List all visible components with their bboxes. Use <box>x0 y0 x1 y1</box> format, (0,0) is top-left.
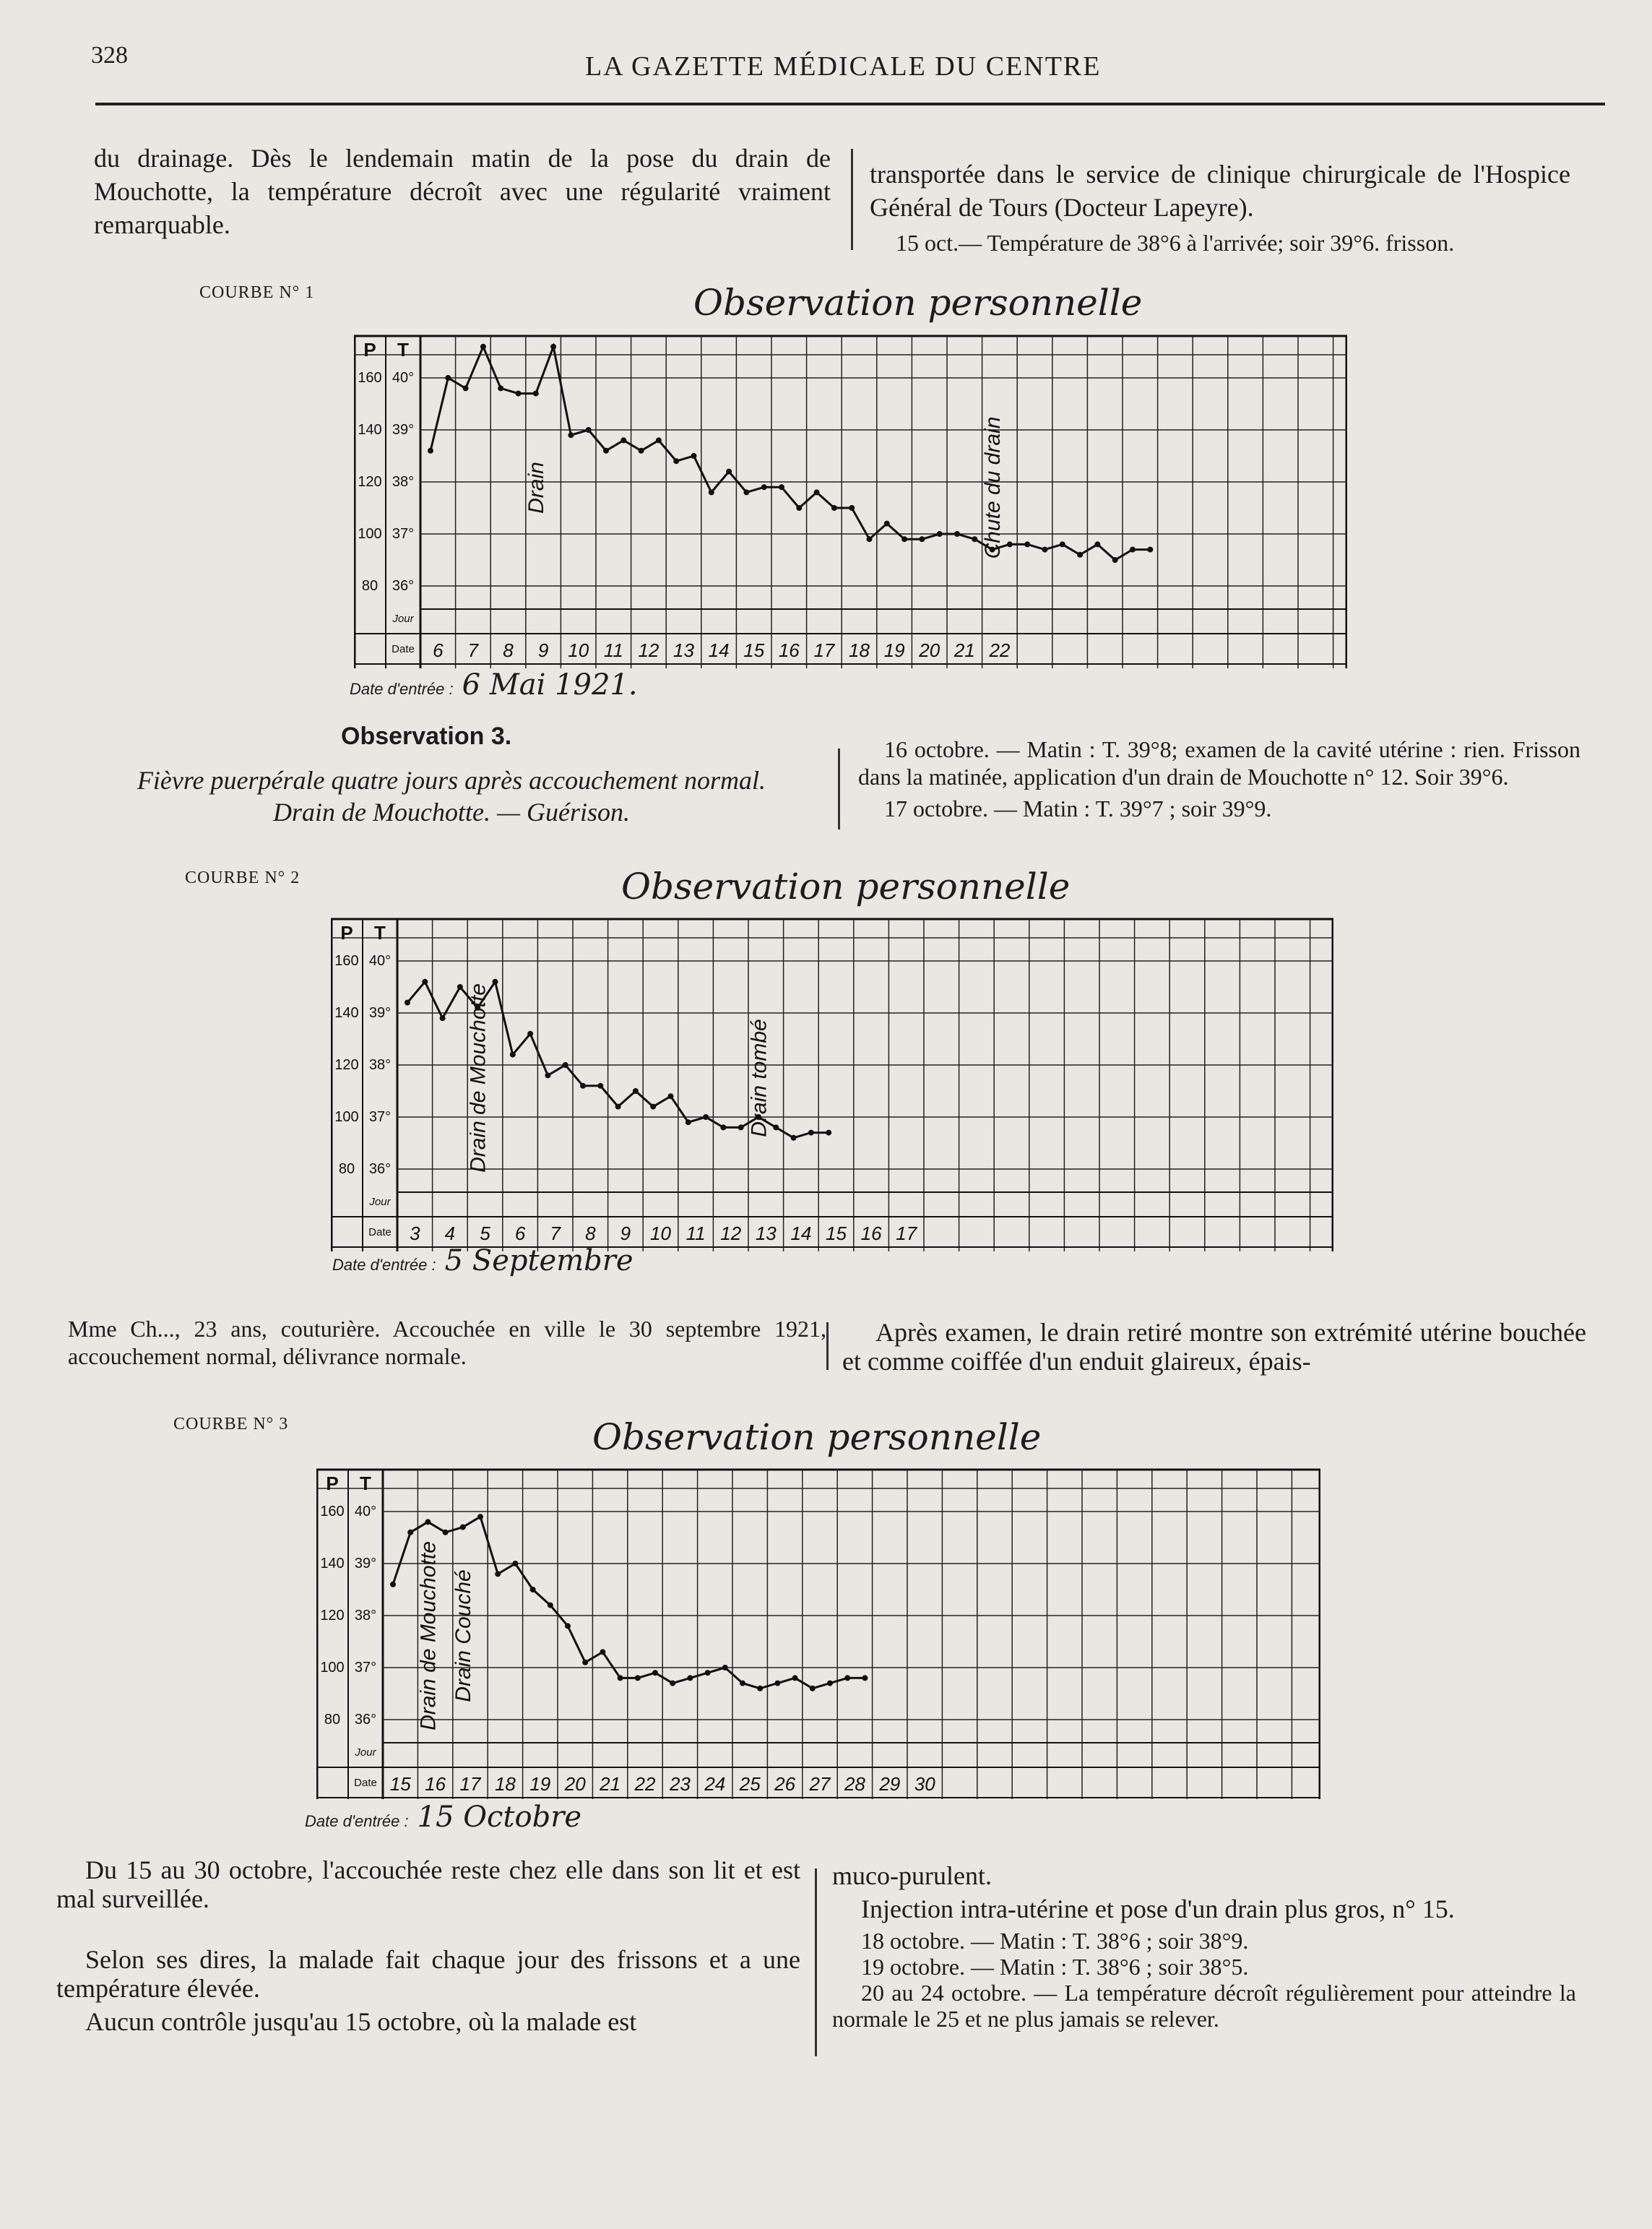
chart-data-point <box>831 505 837 511</box>
chart-t-tick-label: 37° <box>354 1660 377 1676</box>
chart-data-point <box>687 1675 693 1681</box>
chart-date-label: 8 <box>503 639 514 661</box>
chart-p-tick-label: 160 <box>358 370 382 386</box>
chart-date-label: 11 <box>603 639 623 661</box>
chart-date-label: 20 <box>564 1773 586 1795</box>
chart-date-label: 23 <box>669 1773 691 1795</box>
chart-date-label: 15 <box>389 1773 411 1795</box>
chart-date-label: 16 <box>425 1773 446 1795</box>
intro-right-paragraph: transportée dans le service de clinique chirurgicale de l'Hospice Général de Tours (Docteur Lapeyre). <box>870 160 1570 222</box>
observation-subtitle <box>72 764 831 828</box>
bottom-right-text <box>832 1861 1576 2036</box>
chart-date-label: 8 <box>585 1223 596 1244</box>
chart-data-point <box>620 437 626 443</box>
middle-left-text: Mme Ch..., 23 ans, couturière. Accouchée en ville le 30 septembre 1921, accouchement normal, délivrance normale. <box>68 1316 826 1369</box>
chart-date-label: 14 <box>790 1223 812 1244</box>
observation-subtitle-line2: Drain de Mouchotte. — Guérison. <box>273 798 630 827</box>
bottom-right-entry-18: 18 octobre. — Matin : T. 38°6 ; soir 38°9. <box>861 1928 1249 1954</box>
chart-data-point <box>633 1088 639 1094</box>
chart-data-point <box>779 484 784 490</box>
chart-data-point <box>849 505 855 511</box>
chart-data-point <box>1060 541 1065 547</box>
chart-data-point <box>722 1665 728 1670</box>
chart-p-tick-label: 120 <box>320 1608 345 1624</box>
chart-data-point <box>405 1000 410 1006</box>
chart-date-label: 20 <box>919 639 940 661</box>
chart-data-point <box>796 505 802 511</box>
chart-t-tick-label: 40° <box>368 953 392 969</box>
chart-data-point <box>425 1519 431 1525</box>
chart-data-point <box>703 1114 709 1120</box>
chart-data-point <box>615 1104 621 1110</box>
chart-date-label: 19 <box>883 639 905 661</box>
chart-date-label: 13 <box>673 639 694 661</box>
chart-p-tick-label: 140 <box>358 422 382 438</box>
chart-date-label: 9 <box>620 1223 631 1244</box>
bottom-right-para2: Injection intra-utérine et pose d'un drain plus gros, n° 15. <box>861 1894 1455 1923</box>
column-separator <box>815 1868 817 2056</box>
chart-date-label: 9 <box>537 639 549 661</box>
chart-data-point <box>650 1104 656 1110</box>
chart-data-point <box>673 458 679 464</box>
chart2-label: COURBE N° 2 <box>185 868 300 887</box>
chart-data-point <box>740 1681 745 1686</box>
observation-right-text <box>858 736 1580 827</box>
observation-entry-16: 16 octobre. — Matin : T. 39°8; examen de la cavité utérine : rien. Frisson dans la matinée, application d'un drain de Mouchotte n° 12. Soir 39°6. <box>858 736 1580 790</box>
chart-data-point <box>826 1130 831 1136</box>
chart-data-point <box>443 1530 449 1535</box>
chart-p-tick-label: 80 <box>361 578 379 594</box>
chart-data-point <box>827 1681 833 1686</box>
chart-data-point <box>919 536 925 542</box>
chart-data-point <box>792 1675 798 1681</box>
chart-data-point <box>530 1587 536 1592</box>
header-rule <box>95 103 1605 105</box>
chart-data-point <box>582 1660 588 1665</box>
chart-series-line <box>431 347 1150 560</box>
chart-data-point <box>548 1603 553 1608</box>
chart-data-point <box>709 489 714 495</box>
chart-data-point <box>652 1670 658 1676</box>
chart-p-tick-label: 100 <box>320 1660 345 1676</box>
chart-data-point <box>774 1681 780 1686</box>
chart-t-tick-label: 37° <box>392 526 415 542</box>
chart-data-point <box>686 1119 691 1125</box>
chart-data-point <box>773 1124 779 1130</box>
bottom-right-entry-19: 19 octobre. — Matin : T. 38°6 ; soir 38°5. <box>861 1954 1249 1980</box>
chart-row-label: Jour <box>355 1746 376 1759</box>
chart-t-tick-label: 38° <box>354 1608 377 1624</box>
chart-date-label: 30 <box>914 1773 935 1795</box>
chart-frame <box>355 336 1346 668</box>
chart-data-point <box>597 1083 603 1089</box>
chart-t-tick-label: 38° <box>392 474 415 490</box>
chart-t-axis-label: T <box>360 1473 371 1494</box>
chart-date-label: 10 <box>650 1223 671 1244</box>
chart-t-tick-label: 39° <box>392 422 415 438</box>
chart-row-label: Date <box>368 1226 392 1238</box>
chart-date-label: 11 <box>686 1223 706 1244</box>
observation-subtitle-line1: Fièvre puerpérale quatre jours après accouchement normal. <box>137 766 766 795</box>
chart3-label: COURBE N° 3 <box>173 1415 289 1433</box>
chart-data-point <box>656 437 662 443</box>
chart-data-point <box>814 489 820 495</box>
chart2-temperature-curve <box>331 912 1333 1251</box>
entry-date-value: 15 Octobre <box>417 1801 581 1834</box>
chart-p-axis-label: P <box>326 1473 339 1494</box>
chart-p-tick-label: 160 <box>334 953 359 969</box>
chart-t-axis-label: T <box>397 339 409 361</box>
chart-t-tick-label: 38° <box>368 1057 392 1073</box>
chart-date-label: 28 <box>844 1773 865 1795</box>
bottom-right-entry-20-24: 20 au 24 octobre. — La température décroît régulièrement pour atteindre la normale le 25 et ne plus jamais se relever. <box>832 1980 1576 2032</box>
chart-row-label: Date <box>392 643 415 655</box>
entry-date-label: Date d'entrée : <box>332 1256 436 1274</box>
chart-date-label: 17 <box>813 639 835 661</box>
chart-row-label: Jour <box>392 613 414 625</box>
chart-data-point <box>545 1072 550 1078</box>
chart-data-point <box>512 1561 518 1566</box>
chart-data-point <box>600 1649 605 1655</box>
chart-date-label: 5 <box>480 1223 490 1244</box>
chart-data-point <box>668 1093 674 1099</box>
chart-annotation: Drain de Mouchotte <box>416 1541 441 1730</box>
chart-date-label: 22 <box>989 639 1011 661</box>
chart-data-point <box>480 344 486 350</box>
chart-data-point <box>867 536 873 542</box>
chart-data-point <box>493 979 498 985</box>
chart-data-point <box>937 531 943 537</box>
chart-p-tick-label: 120 <box>334 1057 359 1073</box>
chart1-entry-date <box>350 668 638 702</box>
observation-entry-17: 17 octobre. — Matin : T. 39°7 ; soir 39°9. <box>884 796 1272 822</box>
chart-data-point <box>565 1623 571 1629</box>
chart-data-point <box>603 448 609 454</box>
chart-annotation: Chute du drain <box>980 416 1005 559</box>
chart3-title: Observation personnelle <box>592 1416 1042 1458</box>
chart-data-point <box>550 344 556 350</box>
chart-date-label: 17 <box>896 1223 917 1244</box>
chart-date-label: 24 <box>704 1773 726 1795</box>
chart-date-label: 18 <box>494 1773 516 1795</box>
bottom-right-para1: muco-purulent. <box>832 1861 992 1890</box>
chart-data-point <box>1077 552 1083 558</box>
chart-data-point <box>844 1675 850 1681</box>
chart-data-point <box>761 484 767 490</box>
chart-date-label: 4 <box>444 1223 456 1244</box>
chart-data-point <box>527 1031 533 1037</box>
chart-date-label: 29 <box>879 1773 901 1795</box>
bottom-left-para1: Du 15 au 30 octobre, l'accouchée reste chez elle dans son lit et est mal surveillée. <box>56 1855 800 1913</box>
chart-t-tick-label: 36° <box>354 1712 377 1728</box>
chart-data-point <box>954 531 960 537</box>
chart-data-point <box>533 391 539 397</box>
chart-p-axis-label: P <box>363 339 376 361</box>
chart-data-point <box>460 1525 466 1530</box>
chart-date-label: 16 <box>778 639 800 661</box>
chart-data-point <box>639 448 644 454</box>
chart-date-label: 10 <box>568 639 589 661</box>
chart-data-point <box>390 1582 396 1587</box>
chart-data-point <box>477 1514 483 1519</box>
chart-date-label: 21 <box>600 1773 621 1795</box>
chart-data-point <box>1147 547 1153 553</box>
chart-date-label: 12 <box>638 639 659 661</box>
chart-data-point <box>516 391 522 397</box>
chart-date-label: 14 <box>708 639 730 661</box>
chart-data-point <box>757 1686 763 1691</box>
chart-data-point <box>457 984 463 990</box>
chart-t-tick-label: 36° <box>392 578 415 594</box>
intro-right-note: 15 oct.— Température de 38°6 à l'arrivée; soir 39°6. frisson. <box>896 230 1455 256</box>
chart-p-tick-label: 120 <box>358 474 382 490</box>
chart-data-point <box>445 375 451 381</box>
chart-date-label: 13 <box>755 1223 777 1244</box>
chart-p-tick-label: 80 <box>324 1712 341 1728</box>
chart-data-point <box>1130 547 1136 553</box>
chart-annotation: Drain <box>524 462 549 514</box>
chart-p-tick-label: 100 <box>334 1109 359 1125</box>
column-separator <box>826 1322 829 1370</box>
chart-t-axis-label: T <box>374 922 386 944</box>
chart-p-axis-label: P <box>340 922 353 944</box>
chart-data-point <box>563 1062 568 1068</box>
chart-p-tick-label: 100 <box>358 526 382 542</box>
chart-p-tick-label: 80 <box>338 1161 355 1177</box>
chart-data-point <box>808 1130 814 1136</box>
chart-data-point <box>862 1675 868 1681</box>
chart-t-tick-label: 40° <box>392 370 415 386</box>
chart-row-label: Jour <box>369 1196 391 1208</box>
entry-date-value: 6 Mai 1921. <box>462 668 638 702</box>
chart-data-point <box>791 1135 797 1141</box>
chart-date-label: 6 <box>433 639 444 661</box>
chart-data-point <box>568 432 574 438</box>
chart-data-point <box>1112 557 1118 563</box>
chart-t-tick-label: 37° <box>368 1109 392 1125</box>
chart-data-point <box>810 1686 816 1691</box>
chart-data-point <box>495 1571 501 1577</box>
chart-data-point <box>586 427 592 433</box>
chart-date-label: 18 <box>849 639 870 661</box>
chart1-title: Observation personnelle <box>693 282 1143 324</box>
chart-date-label: 6 <box>514 1223 526 1244</box>
chart2-entry-date <box>332 1244 633 1277</box>
chart-data-point <box>580 1083 586 1089</box>
chart-date-label: 16 <box>860 1223 882 1244</box>
chart-data-point <box>1094 541 1100 547</box>
chart-date-label: 25 <box>739 1773 761 1795</box>
chart-date-label: 12 <box>720 1223 742 1244</box>
chart-p-tick-label: 140 <box>334 1005 359 1021</box>
chart-date-label: 7 <box>467 639 479 661</box>
chart-annotation: Drain de Mouchotte <box>466 983 490 1173</box>
chart-data-point <box>705 1670 711 1676</box>
chart-data-point <box>691 453 697 459</box>
journal-title: LA GAZETTE MÉDICALE DU CENTRE <box>585 51 1102 82</box>
chart-date-label: 26 <box>774 1773 796 1795</box>
chart-data-point <box>463 385 469 391</box>
chart-annotation: Drain tombé <box>747 1019 771 1137</box>
chart-date-label: 3 <box>410 1223 420 1244</box>
bottom-left-para2: Selon ses dires, la malade fait chaque jour des frissons et a une température élevée. <box>56 1945 800 2003</box>
chart1-label: COURBE N° 1 <box>199 283 315 302</box>
chart-p-tick-label: 140 <box>320 1556 345 1571</box>
chart-data-point <box>498 385 503 391</box>
chart-data-point <box>743 489 749 495</box>
chart-t-tick-label: 40° <box>354 1504 377 1519</box>
chart-data-point <box>1007 541 1013 547</box>
chart-data-point <box>422 979 428 985</box>
chart-p-tick-label: 160 <box>320 1504 345 1519</box>
intro-left-text: du drainage. Dès le lendemain matin de la pose du drain de Mouchotte, la température décroît avec une régularité vraiment remarquable. <box>94 144 831 239</box>
chart-date-label: 7 <box>550 1223 561 1244</box>
chart-date-label: 15 <box>826 1223 847 1244</box>
bottom-left-text <box>56 1855 800 2040</box>
chart-t-tick-label: 39° <box>354 1556 377 1571</box>
chart-data-point <box>428 448 433 454</box>
chart-data-point <box>510 1052 516 1058</box>
chart-data-point <box>726 469 732 475</box>
chart-data-point <box>635 1675 641 1681</box>
column-separator <box>851 149 853 250</box>
chart3-temperature-curve <box>316 1462 1320 1799</box>
chart-data-point <box>670 1681 675 1686</box>
entry-date-label: Date d'entrée : <box>305 1812 409 1830</box>
entry-date-value: 5 Septembre <box>444 1244 633 1277</box>
chart-date-label: 19 <box>529 1773 551 1795</box>
chart-date-label: 15 <box>743 639 765 661</box>
chart1-temperature-curve <box>354 329 1347 668</box>
chart-annotation: Drain Couché <box>451 1569 475 1702</box>
chart2-title: Observation personnelle <box>621 866 1071 907</box>
chart-data-point <box>972 536 977 542</box>
chart-data-point <box>407 1530 413 1535</box>
chart-data-point <box>901 536 907 542</box>
chart-data-point <box>1042 547 1048 553</box>
chart-data-point <box>720 1124 726 1130</box>
intro-right-text <box>870 158 1570 262</box>
chart-row-label: Date <box>354 1777 377 1789</box>
chart-date-label: 17 <box>459 1773 481 1795</box>
chart-data-point <box>884 521 890 527</box>
chart-data-point <box>738 1124 744 1130</box>
chart-data-point <box>1024 541 1030 547</box>
chart3-entry-date <box>305 1801 581 1834</box>
chart-data-point <box>440 1015 446 1021</box>
column-separator <box>838 749 840 829</box>
chart-date-label: 21 <box>953 639 975 661</box>
chart-date-label: 27 <box>809 1773 831 1795</box>
middle-right-text: Après examen, le drain retiré montre son extrémité utérine bouchée et comme coiffée d'un enduit glaireux, épais- <box>842 1318 1586 1376</box>
chart-date-label: 22 <box>634 1773 656 1795</box>
chart-t-tick-label: 36° <box>368 1161 392 1177</box>
chart-t-tick-label: 39° <box>368 1005 392 1021</box>
entry-date-label: Date d'entrée : <box>350 680 454 698</box>
page-number: 328 <box>91 42 128 69</box>
bottom-left-para3: Aucun contrôle jusqu'au 15 octobre, où la malade est <box>85 2007 637 2036</box>
observation-title: Observation 3. <box>341 723 512 750</box>
chart-data-point <box>618 1675 623 1681</box>
